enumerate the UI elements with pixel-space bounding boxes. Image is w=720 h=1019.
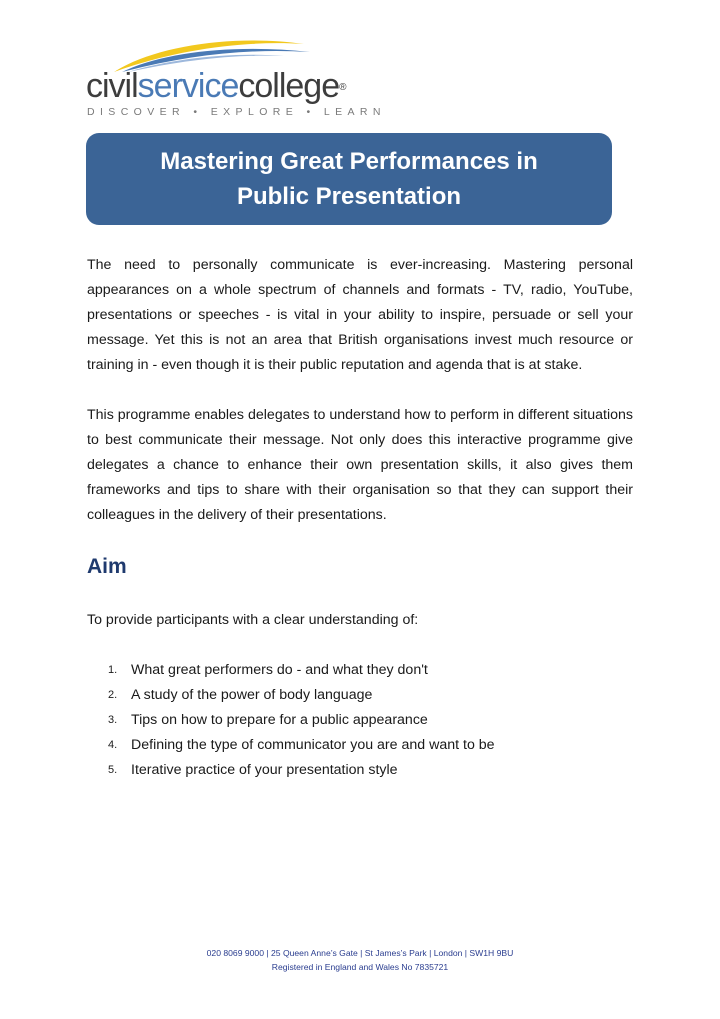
list-number: 4. (108, 739, 118, 751)
list-number: 3. (108, 714, 118, 726)
aim-list (108, 658, 495, 783)
intro-paragraph-2: This programme enables delegates to understand how to perform in different situations to best communicate their message. Not only does this interactive programme give delegates a chance to enhance their own presentation skills, it also gives them frameworks and tips to share with their organisation so that they can support their colleagues in the delivery of their presentations. (87, 407, 633, 523)
aim-intro: To provide participants with a clear understanding of: (87, 612, 419, 628)
aim-list-item (108, 758, 495, 783)
registered-mark: ® (339, 82, 346, 93)
aim-list-item (108, 683, 495, 708)
list-item-text: What great performers do - and what they don't (131, 662, 428, 678)
list-number: 5. (108, 764, 118, 776)
list-item-text: A study of the power of body language (131, 687, 373, 703)
title-banner (86, 133, 612, 225)
aim-heading: Aim (87, 555, 127, 578)
logo-word-service: service (137, 67, 239, 105)
aim-list-item (108, 733, 495, 758)
aim-list-item (108, 708, 495, 733)
logo-tagline: DISCOVER • EXPLORE • LEARN (87, 106, 386, 118)
logo-word-civil: civil (86, 67, 138, 105)
logo-wordmark (86, 66, 346, 106)
page-footer (0, 947, 720, 974)
logo-word-college: college (238, 67, 340, 105)
aim-list-item (108, 658, 495, 683)
list-item-text: Tips on how to prepare for a public appearance (131, 712, 428, 728)
footer-registration-line: Registered in England and Wales No 7835721 (271, 961, 449, 972)
list-item-text: Defining the type of communicator you are and want to be (131, 737, 495, 753)
list-number: 2. (108, 689, 118, 701)
footer-contact-line: 020 8069 9000 | 25 Queen Anne’s Gate | St James’s Park | London | SW1H 9BU (206, 948, 514, 958)
list-item-text: Iterative practice of your presentation style (131, 762, 398, 778)
list-number: 1. (108, 664, 118, 676)
document-title: Mastering Great Performances in Public Presentation (160, 148, 538, 210)
civil-service-college-logo (86, 38, 386, 128)
intro-paragraph-1: The need to personally communicate is ever-increasing. Mastering personal appearances on a whole spectrum of channels and formats - TV, radio, YouTube, presentations or speeches - is vital in your ability to inspire, persuade or sell your message. Yet this is not an area that British organisations invest much resource or training in - even though it is their public reputation and agenda that is at stake. (87, 257, 633, 373)
